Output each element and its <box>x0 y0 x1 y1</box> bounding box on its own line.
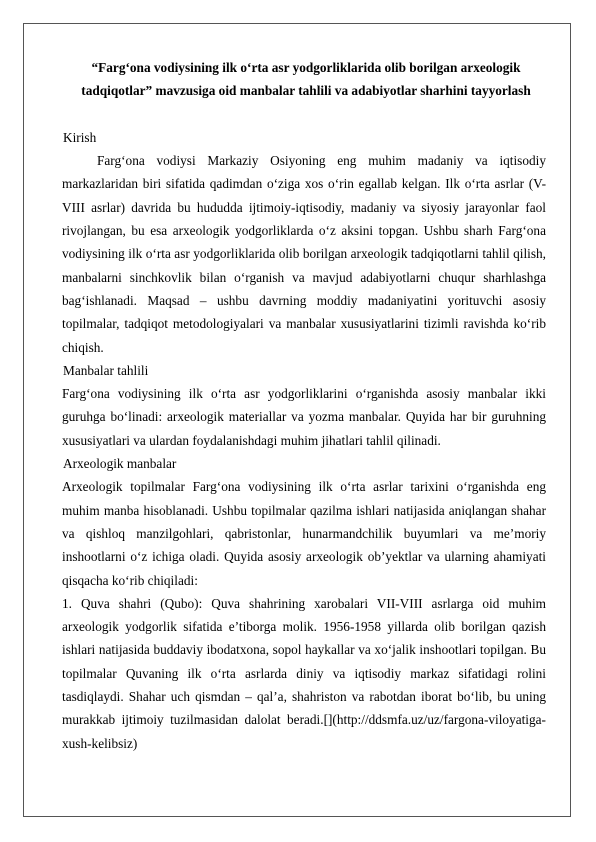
document-body <box>62 56 546 755</box>
section-heading-intro: Kirish <box>63 129 97 145</box>
document-title: “Farg‘ona vodiysining ilk o‘rta asr yodgorliklarida olib borilgan arxeologik tadqiqotlar” mavzusiga oid manbalar tahlili va adabiyotlar sharhini tayyorlash <box>81 60 531 99</box>
title-spacer <box>62 103 546 126</box>
intro-paragraph: Farg‘ona vodiysi Markaziy Osiyoning eng muhim madaniy va iqtisodiy markazlaridan biri sifatida qadimdan o‘ziga xos o‘rin egallab kelgan. Ilk o‘rta asrlar (V-VIII asrlar) davrida bu hududda ijtimoiy-iqtisodiy, madaniy va siyosiy jarayonlar faol rivojlangan, bu esa arxeologik yodgorliklarda o‘z aksini topgan. Ushbu sharh Farg‘ona vodiysining ilk o‘rta asr yodgorliklarida olib borilgan arxeologik tadqiqotlarni tahlil qilish, manbalarni sinchkovlik bilan o‘rganish va mavjud adabiyotlarni chuqur sharhlashga bag‘ishlanadi. Maqsad – ushbu davrning moddiy madaniyatini yorituvchi asosiy topilmalar, tadqiqot metodologiyalari va manbalar xususiyatlarini tizimli ravishda ko‘rib chiqish. <box>62 153 546 355</box>
list-item-quva: 1. Quva shahri (Qubo): Quva shahrining xarobalari VII-VIII asrlarga oid muhim arxeologik yodgorlik sifatida e’tiborga molik. 1956-1958 yillarda olib borilgan qazish ishlari natijasida buddaviy ibodatxona, sopol haykallar va xo‘jalik inshootlari topilgan. Bu topilmalar Quvaning ilk o‘rta asrlarda diniy va iqtisodiy markaz sifatidagi rolini tasdiqlaydi. Shahar uch qismdan – qal’a, shahriston va rabotdan iborat bo‘lib, bu uning murakkab ijtimoiy tuzilmasidan dalolat beradi.[](http://ddsmfa.uz/uz/fargona-viloyatiga-xush-kelibsiz) <box>62 595 546 751</box>
archaeological-paragraph: Arxeologik topilmalar Farg‘ona vodiysining ilk o‘rta asrlar tarixini o‘rganishda eng muhim manba hisoblanadi. Ushbu topilmalar qazilma ishlari natijasida aniqlangan shahar va qishloq manzilgohlari, qabristonlar, hunarmandchilik buyumlari va me’moriy inshootlarni o‘z ichiga oladi. Quyida asosiy arxeologik ob’yektlar va ularning ahamiyati qisqacha ko‘rib chiqiladi: <box>62 479 546 588</box>
sources-paragraph: Farg‘ona vodiysining ilk o‘rta asr yodgorliklarini o‘rganishda asosiy manbalar ikki guruhga bo‘linadi: arxeologik materiallar va yozma manbalar. Quyida har bir guruhning xususiyatlari va ulardan foydalanishdagi muhim jihatlari tahlil qilinadi. <box>62 386 546 448</box>
section-heading-archaeological: Arxeologik manbalar <box>63 456 177 472</box>
section-heading-sources: Manbalar tahlili <box>63 362 149 378</box>
